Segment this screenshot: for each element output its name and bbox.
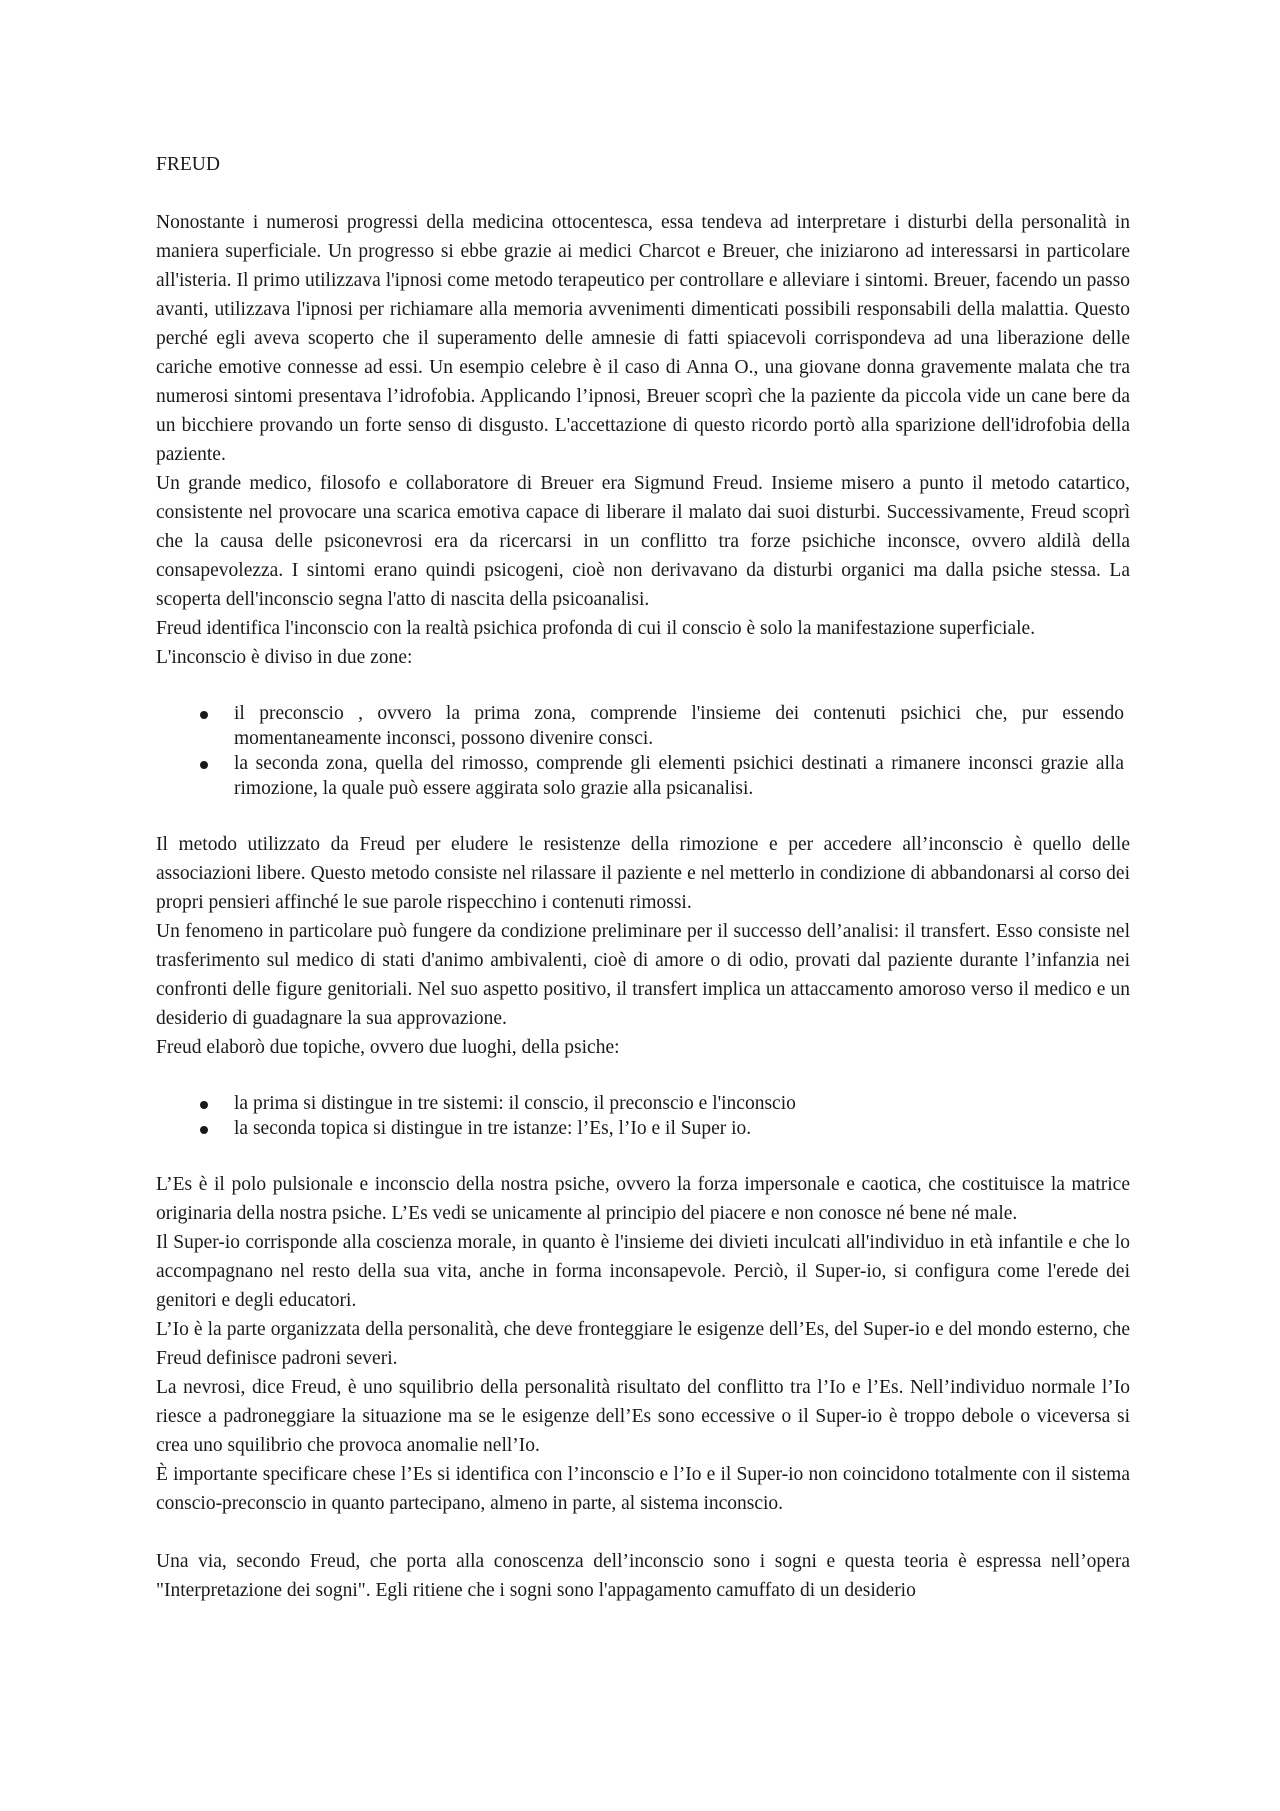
list-item (156, 1091, 1130, 1116)
spacer (156, 672, 1130, 701)
spacer (156, 801, 1130, 830)
paragraph-nevrosi: La nevrosi, dice Freud, è uno squilibrio della personalità risultato del conflitto tra l’Io e l’Es. Nell’individuo normale l’Io riesce a padroneggiare la situazione ma se le esigenze dell’Es sono eccessive o il Super-io è troppo debole o viceversa si crea uno squilibrio che provoca anomalie nell’Io. (156, 1377, 1130, 1456)
bullet-list-topiche (156, 1091, 1130, 1141)
list-item-text: la seconda zona, quella del rimosso, comprende gli elementi psichici destinati a rimanere inconsci grazie alla rimozione, la quale può essere aggirata solo grazie alla psicanalisi. (234, 753, 1124, 799)
paragraph-associazioni-libere: Il metodo utilizzato da Freud per eludere le resistenze della rimozione e per accedere all’inconscio è quello delle associazioni libere. Questo metodo consiste nel rilassare il paziente e nel metterlo in condizione di abbandonarsi al corso dei propri pensieri affinché le sue parole rispecchino i contenuti rimossi. (156, 834, 1130, 913)
spacer (156, 1518, 1130, 1547)
paragraph-sigmund-freud: Un grande medico, filosofo e collaboratore di Breuer era Sigmund Freud. Insieme misero a punto il metodo catartico, consistente nel provocare una scarica emotiva capace di liberare il malato dai suoi disturbi. Successivamente, Freud scoprì che la causa delle psiconevrosi era da ricercarsi in un conflitto tra forze psichiche inconsce, ovvero aldilà della consapevolezza. I sintomi erano quindi psicogeni, cioè non derivavano da disturbi organici ma dalla psiche stessa. La scoperta dell'inconscio segna l'atto di nascita della psicoanalisi. (156, 473, 1130, 610)
bullet-icon (200, 711, 208, 719)
paragraph-sogni: Una via, secondo Freud, che porta alla conoscenza dell’inconscio sono i sogni e questa teoria è espressa nell’opera "Interpretazione dei sogni". Egli ritiene che i sogni sono l'appagamento camuffato di un desiderio (156, 1551, 1130, 1601)
paragraph-io: L’Io è la parte organizzata della personalità, che deve fronteggiare le esigenze dell’Es, del Super-io e del mondo esterno, che Freud definisce padroni severi. (156, 1319, 1130, 1369)
paragraph-realta-psichica: Freud identifica l'inconscio con la realtà psichica profonda di cui il conscio è solo la manifestazione superficiale. (156, 618, 1036, 639)
paragraph-topiche: Freud elaborò due topiche, ovvero due luoghi, della psiche: (156, 1037, 620, 1058)
paragraph-es: L’Es è il polo pulsionale e inconscio della nostra psiche, ovvero la forza impersonale e caotica, che costituisce la matrice originaria della nostra psiche. L’Es vedi se unicamente al principio del piacere e non conosce né bene né male. (156, 1174, 1130, 1224)
document-page (156, 150, 1130, 1605)
list-item-text: la seconda topica si distingue in tre istanze: l’Es, l’Io e il Super io. (234, 1118, 752, 1139)
spacer (156, 1141, 1130, 1170)
paragraph-es-inconscio: È importante specificare chese l’Es si identifica con l’inconscio e l’Io e il Super-io non coincidono totalmente con il sistema conscio-preconscio in quanto partecipano, almeno in parte, al sistema inconscio. (156, 1464, 1130, 1514)
spacer (156, 1062, 1130, 1091)
bullet-icon (200, 1101, 208, 1109)
list-item (156, 701, 1130, 751)
paragraph-transfert: Un fenomeno in particolare può fungere da condizione preliminare per il successo dell’analisi: il transfert. Esso consiste nel trasferimento sul medico di stati d'animo ambivalenti, cioè di amore o di odio, provati dal paziente durante l’infanzia nei confronti delle figure genitoriali. Nel suo aspetto positivo, il transfert implica un attaccamento amoroso verso il medico e un desiderio di guadagnare la sua approvazione. (156, 921, 1130, 1029)
paragraph-super-io: Il Super-io corrisponde alla coscienza morale, in quanto è l'insieme dei divieti inculcati all'individuo in età infantile e che lo accompagnano nel resto della sua vita, anche in forma inconsapevole. Perciò, il Super-io, si configura come l'erede dei genitori e degli educatori. (156, 1232, 1130, 1311)
list-item-text: il preconscio , ovvero la prima zona, comprende l'insieme dei contenuti psichici che, pur essendo momentaneamente inconsci, possono divenire consci. (234, 703, 1124, 749)
paragraph-inconscio-zone: L'inconscio è diviso in due zone: (156, 647, 413, 668)
bullet-list-zone (156, 701, 1130, 801)
list-item-text: la prima si distingue in tre sistemi: il conscio, il preconscio e l'inconscio (234, 1093, 796, 1114)
bullet-icon (200, 1126, 208, 1134)
list-item (156, 751, 1130, 801)
list-item (156, 1116, 1130, 1141)
document-title: FREUD (156, 154, 220, 175)
bullet-icon (200, 761, 208, 769)
paragraph-medicina-ottocentesca: Nonostante i numerosi progressi della medicina ottocentesca, essa tendeva ad interpretare i disturbi della personalità in maniera superficiale. Un progresso si ebbe grazie ai medici Charcot e Breuer, che iniziarono ad interessarsi in particolare all'isteria. Il primo utilizzava l'ipnosi come metodo terapeutico per controllare e alleviare i sintomi. Breuer, facendo un passo avanti, utilizzava l'ipnosi per richiamare alla memoria avvenimenti dimenticati possibili responsabili della malattia. Questo perché egli aveva scoperto che il superamento delle amnesie di fatti spiacevoli corrispondeva ad una liberazione delle cariche emotive connesse ad essi. Un esempio celebre è il caso di Anna O., una giovane donna gravemente malata che tra numerosi sintomi presentava l’idrofobia. Applicando l’ipnosi, Breuer scoprì che la paziente da piccola vide un cane bere da un bicchiere provando un forte senso di disgusto. L'accettazione di questo ricordo portò alla sparizione dell'idrofobia della paziente. (156, 212, 1130, 465)
